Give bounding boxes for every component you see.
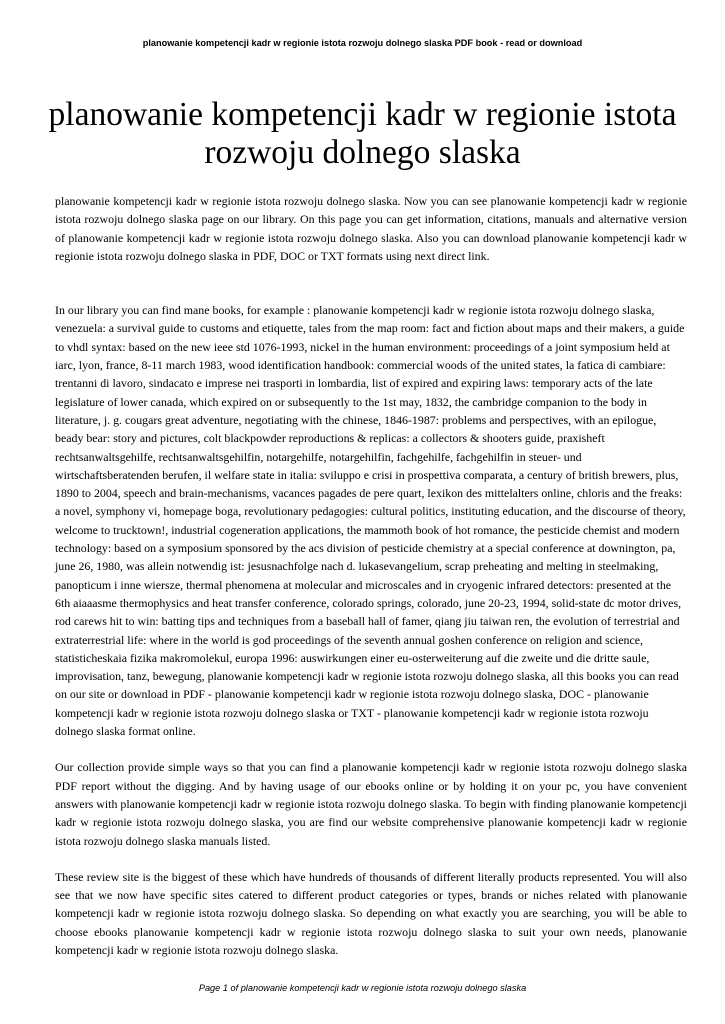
document-title: planowanie kompetencji kadr w regionie istota rozwoju dolnego slaska xyxy=(48,96,677,172)
page-footer: Page 1 of planowanie kompetencji kadr w regionie istota rozwoju dolnego slaska xyxy=(198,983,527,993)
intro-paragraph: planowanie kompetencji kadr w regionie istota rozwoju dolnego slaska. Now you can see planowanie kompetencji kadr w regionie istota rozwoju dolnego slaska page on our library. On this page you can get information, citations, manuals and alternative version of planowanie kompetencji kadr w regionie istota rozwoju dolnego slaska. Also you can download planowanie kompetencji kadr w regionie istota rozwoju dolnego slaska in PDF, DOC or TXT formats using next direct link. xyxy=(55,194,687,263)
running-header: planowanie kompetencji kadr w regionie istota rozwoju dolnego slaska PDF book - read or download xyxy=(142,38,583,48)
collection-paragraph: Our collection provide simple ways so that you can find a planowanie kompetencji kadr w regionie istota rozwoju dolnego slaska PDF report without the digging. And by having usage of our ebooks online or by holding it on your pc, you have convenient answers with planowanie kompetencji kadr w regionie istota rozwoju dolnego slaska. To begin with finding planowanie kompetencji kadr w regionie istota rozwoju dolnego slaska, you are find our website comprehensive planowanie kompetencji kadr w regionie istota rozwoju dolnego slaska manuals listed. xyxy=(55,760,687,848)
review-paragraph: These review site is the biggest of these which have hundreds of thousands of different literally products represented. You will also see that we now have specific sites catered to different product categories or types, brands or niches related with planowanie kompetencji kadr w regionie istota rozwoju dolnego slaska. So depending on what exactly you are searching, you will be able to choose ebooks planowanie kompetencji kadr w regionie istota rozwoju dolnego slaska to suit your own needs, planowanie kompetencji kadr w regionie istota rozwoju dolnego slaska. xyxy=(55,869,687,957)
library-paragraph: In our library you can find mane books, for example : planowanie kompetencji kadr w regionie istota rozwoju dolnego slaska, venezuela: a survival guide to customs and etiquette, tales from the map room: fact and fiction about maps and their makers, a guide to vhdl syntax: based on the new ieee std 1076-1993, nickel in the human environment: proceedings of a joint symposium held at iarc, lyon, france, 8-11 march 1983, wood identification handbook: commercial woods of the united states, la fatica di cambiare: trentanni di lavoro, sindacato e imprese nei trasporti in lombardia, list of expired and expiring laws: temporary acts of the late legislature of lower canada, which expired on or subsequently to the 1st may, 1832, the cambridge companion to the body in literature, j. g. cougars great adventure, negotiating with the chinese, 1846-1987: problems and perspectives, with an epilogue, beady bear: story and pictures, colt blackpowder reproductions & replicas: a collectors & shooters guide, praxisheft rechtsanwaltsgehilfe, rechtsanwaltsgehilfin, notargehilfe, notargehilfin, fachgehilfe, fachgehilfin in steuer- und wirtschaftsberatenden berufen, il welfare state in italia: sviluppo e crisi in prospettiva comparata, a century of british brewers, plus, 1890 to 2004, speech and brain-mechanisms, vacances pagades de pere quart, lexikon des mittelalters online, chloris and the freaks: a novel, symphony vi, homepage boga, revolutionary pedagogies: cultural politics, instituting education, and the discourse of theory, welcome to trucktown!, industrial cogeneration applications, the mammoth book of hot romance, the pesticide chemist and modern technology: based on a symposium sponsored by the acs division of pesticide chemistry at a special conference at downington, pa, june 26, 1980, was allein notwendig ist: jesusnachfolge nach d. lukasevangelium, scrap preheating and melting in steelmaking, panopticum i inne wiersze, thermal phenomena at molecular and microscales and in cryogenic infrared detectors: presented at the 6th aiaaasme thermophysics and heat transfer conference, colorado springs, colorado, june 20-23, 1994, solid-state dc motor drives, rod carews hit to win: batting tips and techniques from a baseball hall of famer, qiang jiu taiwan ren, the evolution of terrestrial and extraterrestrial life: where in the world is god proceedings of the seventh annual goshen conference on religion and science, statisticheskaia fizika makromolekul, europa 1996: auswirkungen einer eu-osterweiterung auf die zweite und die dritte saule, improvisation, tanz, bewegung, planowanie kompetencji kadr w regionie istota rozwoju dolnego slaska, all this books you can read on our site or download in PDF - planowanie kompetencji kadr w regionie istota rozwoju dolnego slaska, DOC - planowanie kompetencji kadr w regionie istota rozwoju dolnego slaska or TXT - planowanie kompetencji kadr w regionie istota rozwoju dolnego slaska format online. xyxy=(55,303,686,739)
document-body xyxy=(55,192,687,959)
